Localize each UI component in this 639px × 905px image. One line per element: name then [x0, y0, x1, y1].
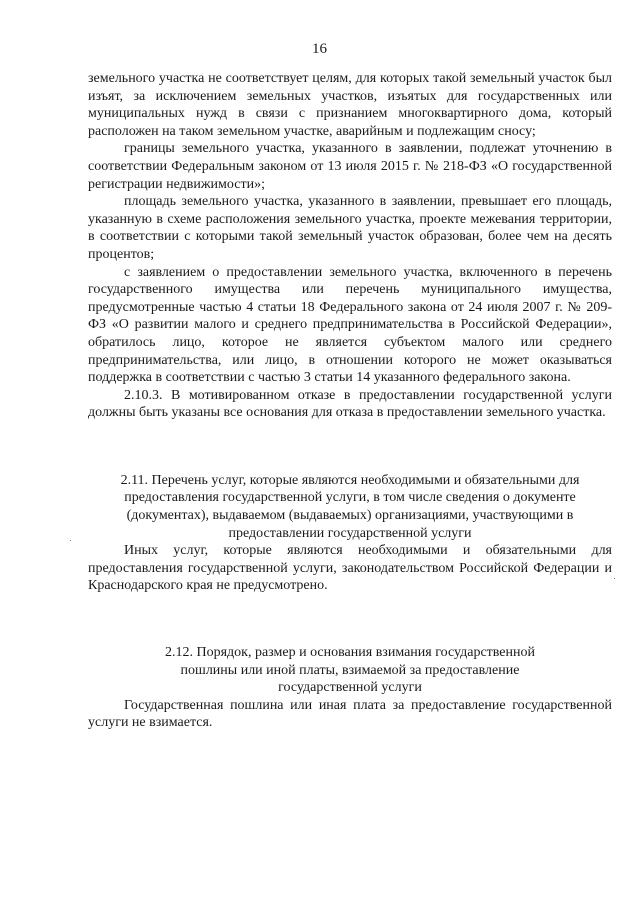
section-2-12-heading: 2.12. Порядок, размер и основания взимания государственной пошлины или иной платы, взимаемой за предоставление государственной услуги — [164, 645, 535, 696]
paragraph-sme-property: с заявлением о предоставлении земельного участка, включенного в перечень государственного имущества или перечень муниципального имущества, предусмотренные частью 4 статьи 18 Федерального закона от 24 июля 2007 г. № 209-ФЗ «О развитии малого и среднего предпринимательства в Российской Федерации», обратилось лицо, которое не является субъектом малого или среднего предпринимательства, или лицо, в отношении которого не может оказываться поддержка в соответствии с частью 3 статьи 14 указанного федерального закона. — [88, 264, 612, 386]
scan-speck — [614, 578, 615, 579]
scan-speck — [70, 540, 71, 541]
section-2-12-text: Государственная пошлина или иная плата за предоставление государственной услуги не взимается. — [88, 697, 612, 731]
section-2-11-heading: 2.11. Перечень услуг, которые являются необходимыми и обязательными для предоставления государственной услуги, в том числе сведения о документе (документах), выдаваемом (выдаваемых) организациями, участвующими в предоставлении государственной услуги — [120, 472, 580, 541]
paragraph-area: площадь земельного участка, указанного в заявлении, превышает его площадь, указанную в схеме расположения земельного участка, проекте межевания территории, в соответствии с которыми такой земельный участок образован, более чем на десять процентов; — [88, 194, 612, 262]
paragraph-boundaries: границы земельного участка, указанного в заявлении, подлежат уточнению в соответствии Федеральным законом от 13 июля 2015 г. № 218-ФЗ «О государственной регистрации недвижимости»; — [88, 141, 612, 192]
section-2-11-text: Иных услуг, которые являются необходимыми и обязательными для предоставления государственной услуги, законодательством Российской Федерации и Краснодарского края не предусмотрено. — [88, 543, 612, 594]
paragraph-2-10-3: 2.10.3. В мотивированном отказе в предоставлении государственной услуги должны быть указаны все основания для отказа в предоставлении земельного участка. — [88, 387, 612, 421]
page-number: 16 — [312, 41, 327, 57]
page-body — [88, 70, 612, 732]
paragraph-land-purpose: земельного участка не соответствует целям, для которых такой земельный участок был изъят, за исключением земельных участков, изъятых для государственных или муниципальных нужд в связи с признанием многоквартирного дома, который расположен на таком земельном участке, аварийным и подлежащим сносу; — [88, 71, 612, 139]
